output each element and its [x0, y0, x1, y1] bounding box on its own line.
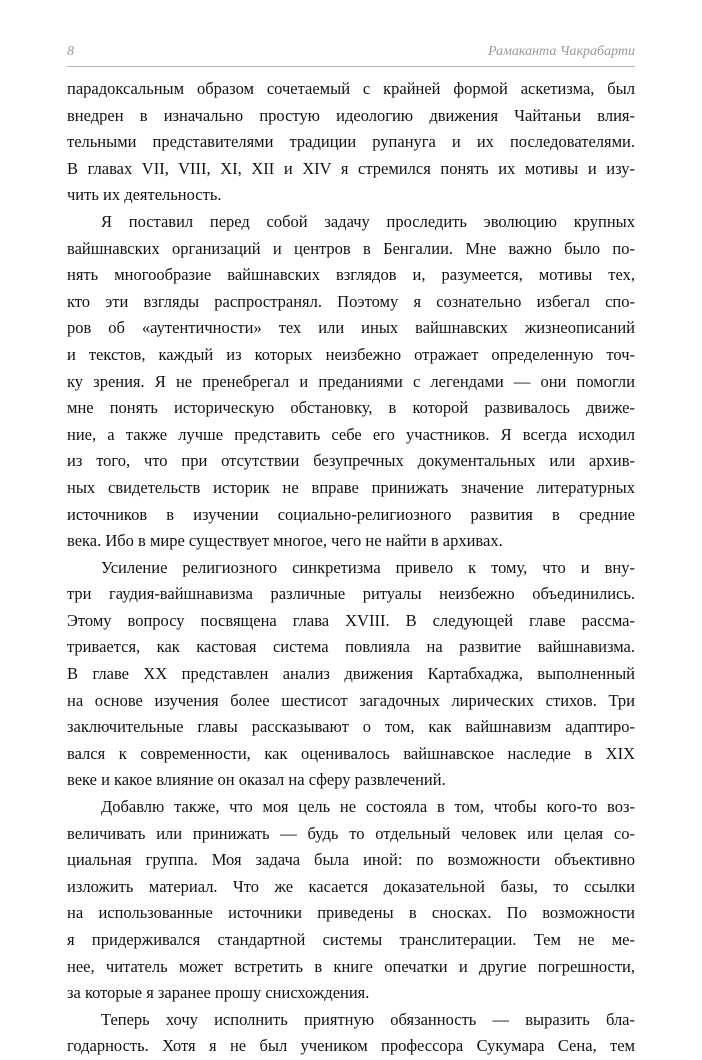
- text-line: ние, а также лучше представить себе его участников. Я всегда исходил: [67, 424, 635, 444]
- text-line: ку зрения. Я не пренебрегал и преданиями с легендами — они помогли: [67, 371, 635, 391]
- text-line: нять многообразие вайшнавских взглядов и, разумеется, мотивы тех,: [67, 265, 635, 285]
- text-line: Добавлю также, что моя цель не состояла в том, чтобы кого-то воз-: [101, 797, 635, 817]
- paragraph: [67, 76, 635, 209]
- text-line: вался к современности, как оценивалось вайшнавское наследие в XIX: [67, 743, 635, 763]
- running-title: Рамаканта Чакрабарти: [487, 44, 635, 59]
- text-line: циальная группа. Моя задача была иной: по возможности объективно: [67, 850, 635, 870]
- text-line: и текстов, каждый из которых неизбежно отражает определенную точ-: [67, 344, 635, 364]
- text-line: изложить материал. Что же касается доказательной базы, то ссылки: [67, 876, 635, 896]
- text-line: веке и какое влияние он оказал на сферу развлечений.: [67, 770, 446, 790]
- text-line: Теперь хочу исполнить приятную обязанность — выразить бла-: [101, 1009, 635, 1029]
- paragraph: [67, 1007, 635, 1060]
- text-line: мне понять историческую обстановку, в которой развивалось движе-: [67, 398, 635, 418]
- paragraph: [67, 794, 635, 1007]
- text-line: кто эти взгляды распространял. Поэтому я сознательно избегал спо-: [67, 291, 635, 311]
- text-line: величивать или принижать — будь то отдельный человек или целая со-: [67, 823, 635, 843]
- paragraph: [67, 209, 635, 555]
- text-line: годарность. Хотя я не был учеником профессора Сукумара Сена, тем: [67, 1036, 635, 1056]
- text-line: Усиление религиозного синкретизма привело к тому, что и вну-: [101, 557, 635, 577]
- text-line: три гаудия-вайшнавизма различные ритуалы неизбежно объединились.: [67, 584, 635, 604]
- header-rule: [67, 66, 635, 67]
- text-line: парадоксальным образом сочетаемый с крайней формой аскетизма, был: [67, 79, 635, 98]
- text-line: чить их деятельность.: [67, 185, 222, 205]
- text-line: заключительные главы рассказывают о том, как вайшнавизм адаптиро-: [67, 717, 635, 737]
- text-line: века. Ибо в мире существует многое, чего не найти в архивах.: [67, 531, 503, 551]
- text-line: Я поставил перед собой задачу проследить эволюцию крупных: [101, 211, 635, 231]
- text-line: ров об «аутентичности» тех или иных вайшнавских жизнеописаний: [67, 318, 635, 338]
- text-line: Этому вопросу посвящена глава XVIII. В следующей главе рассма-: [67, 610, 635, 630]
- text-line: В главе XX представлен анализ движения Картабхаджа, выполненный: [67, 664, 635, 684]
- text-line: источников в изучении социально-религиозного развития в средние: [67, 504, 635, 524]
- paragraph: [67, 555, 635, 794]
- text-line: тривается, как кастовая система повлияла на развитие вайшнавизма.: [67, 637, 635, 657]
- running-head: [67, 44, 635, 64]
- text-line: за которые я заранее прошу снисхождения.: [67, 983, 370, 1003]
- text-line: тельными представителями традиции рупанугa и их последователями.: [67, 132, 635, 152]
- page-number: 8: [67, 44, 74, 59]
- text-line: ных свидетельств историк не вправе принижать значение литературных: [67, 477, 635, 497]
- text-line: нее, читатель может встретить в книге опечатки и другие погрешности,: [67, 956, 635, 976]
- text-line: внедрен в изначально простую идеологию движения Чайтаньи влия-: [67, 105, 635, 125]
- text-line: я придерживался стандартной системы транслитерации. Тем не ме-: [67, 930, 635, 949]
- text-line: В главах VII, VIII, XI, XII и XIV я стремился понять их мотивы и изу-: [67, 158, 635, 178]
- text-line: вайшнавских организаций и центров в Бенгалии. Мне важно было по-: [67, 238, 635, 258]
- text-line: на основе изучения более шестисот загадочных лирических стихов. Три: [67, 690, 635, 710]
- body-text: [67, 76, 635, 1060]
- text-line: на использованные источники приведены в сносках. По возможности: [67, 903, 635, 923]
- text-line: из того, что при отсутствии безупречных документальных или архив-: [67, 451, 635, 471]
